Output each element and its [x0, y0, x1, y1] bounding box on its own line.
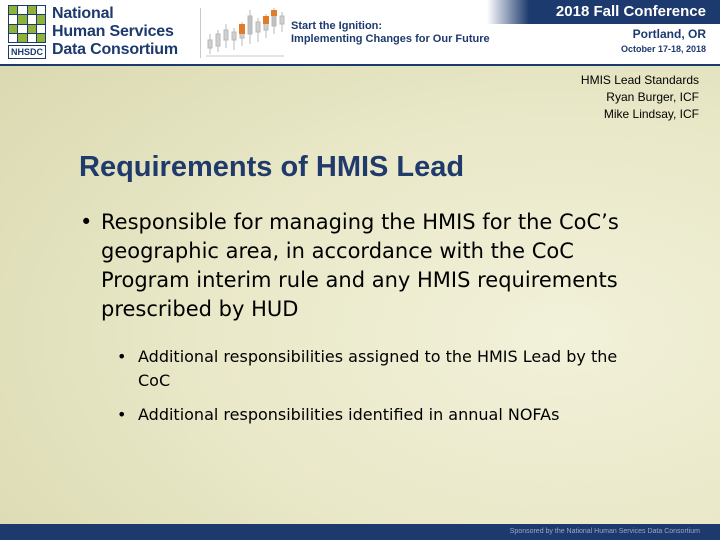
conference-tagline	[291, 20, 490, 46]
nhsdc-logo	[8, 5, 198, 60]
candlestick-graphic-icon	[204, 4, 286, 60]
logo-wordmark	[52, 5, 178, 59]
slide-title: Requirements of HMIS Lead	[79, 151, 465, 183]
header-rule	[0, 64, 720, 66]
header-banner	[0, 0, 720, 66]
bullet-icon: •	[117, 405, 127, 424]
sub-bullet-text: Additional responsibilities identified in annual NOFAs	[138, 405, 560, 424]
bullet-icon: •	[80, 210, 93, 234]
tagline-line: Implementing Changes for Our Future	[291, 33, 490, 45]
session-title: HMIS Lead Standards	[580, 73, 699, 87]
logo-line: National	[52, 5, 114, 22]
session-info	[581, 72, 699, 123]
presenter-name: Mike Lindsay, ICF	[603, 107, 699, 121]
bullet-item	[80, 208, 640, 324]
logo-line: Data Consortium	[52, 41, 178, 58]
sponsor-text: Sponsored by the National Human Services Data Consortium	[509, 528, 700, 535]
conference-title: 2018 Fall Conference	[555, 3, 706, 20]
conference-dates: October 17-18, 2018	[620, 44, 706, 54]
conference-band	[487, 0, 720, 24]
sub-bullet-text: Additional responsibilities assigned to the HMIS Lead by the CoC	[138, 347, 618, 390]
bullet-icon: •	[117, 347, 127, 366]
logo-mark	[8, 5, 46, 60]
tagline-line: Start the Ignition:	[291, 20, 383, 32]
logo-grid-icon	[8, 5, 46, 43]
logo-abbreviation: NHSDC	[8, 45, 46, 59]
logo-line: Human Services	[52, 23, 174, 40]
sub-bullet-item	[117, 345, 637, 393]
header-divider	[200, 8, 201, 58]
sub-bullet-item	[117, 403, 637, 427]
bullet-text: Responsible for managing the HMIS for the CoC’s geographic area, in accordance with the CoC Program interim rule and any HMIS requirements prescribed by HUD	[101, 210, 619, 321]
conference-city: Portland, OR	[632, 27, 706, 41]
footer-bar	[0, 524, 720, 540]
presenter-name: Ryan Burger, ICF	[606, 90, 699, 104]
